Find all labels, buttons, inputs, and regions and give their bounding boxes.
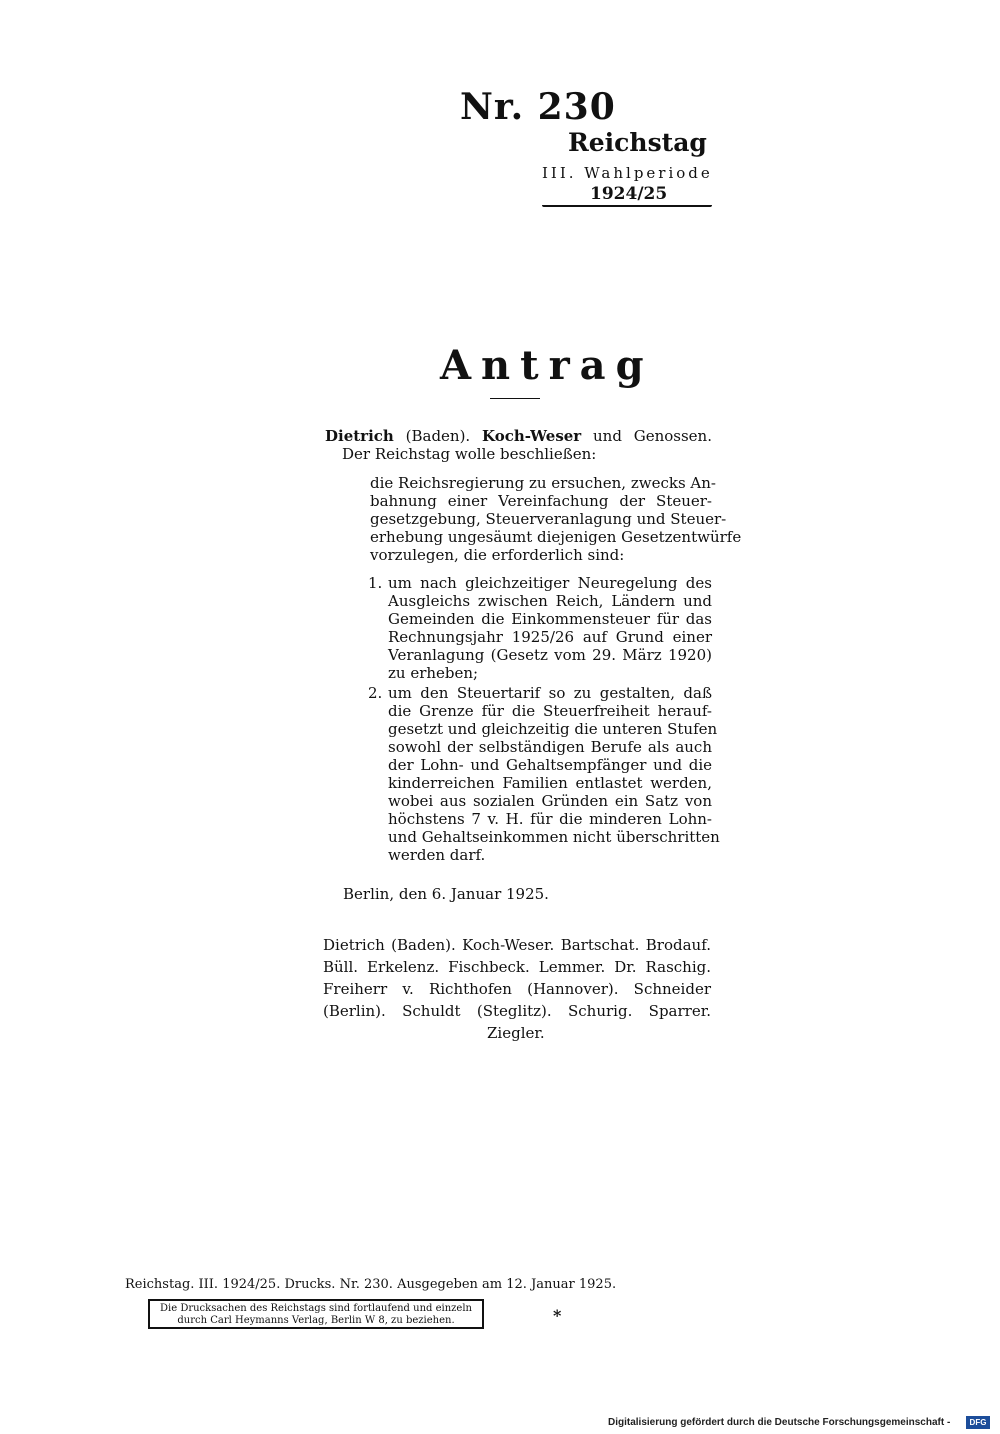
item-1-line: Rechnungsjahr 1925/26 auf Grund einer	[388, 628, 712, 646]
footer-box-line: durch Carl Heymanns Verlag, Berlin W 8, zu beziehen.	[177, 1315, 455, 1326]
body-line: vorzulegen, die erforderlich sind:	[370, 546, 625, 564]
footer-imprint: Reichstag. III. 1924/25. Drucks. Nr. 230. Ausgegeben am 12. Januar 1925.	[125, 1277, 617, 1292]
item-2-line: wobei aus sozialen Gründen ein Satz von	[388, 792, 712, 810]
body-line: erhebung ungesäumt diejenigen Gesetzentwürfe	[370, 528, 742, 546]
item-number-1: 1.	[368, 574, 383, 592]
header-body: Reichstag	[568, 128, 707, 157]
author-name-1: Dietrich	[325, 427, 394, 445]
author-suffix-2: und Genossen.	[593, 427, 712, 445]
item-2-line: um den Steuertarif so zu gestalten, daß	[388, 684, 712, 702]
item-2-line: sowohl der selbständigen Berufe als auch	[388, 738, 712, 756]
footer-box	[148, 1299, 484, 1329]
item-1-line: zu erheben;	[388, 664, 479, 682]
author-suffix-1: (Baden).	[405, 427, 471, 445]
signature-line: (Berlin). Schuldt (Steglitz). Schurig. Sparrer.	[323, 1002, 711, 1020]
item-1-line: Veranlagung (Gesetz vom 29. März 1920)	[388, 646, 712, 664]
body-line: bahnung einer Vereinfachung der Steuer-	[370, 492, 712, 510]
header-rule	[542, 205, 712, 207]
author-name-2: Koch-Weser	[482, 427, 582, 445]
item-2-line: und Gehaltseinkommen nicht überschritten	[388, 828, 720, 846]
item-2-line: gesetzt und gleichzeitig die unteren Stufen	[388, 720, 718, 738]
item-2-line: kinderreichen Familien entlastet werden,	[388, 774, 712, 792]
intro-line: Der Reichstag wolle beschließen:	[342, 445, 597, 463]
item-1-line: um nach gleichzeitiger Neuregelung des	[388, 574, 712, 592]
authors-line	[325, 427, 712, 445]
signature-line: Freiherr v. Richthofen (Hannover). Schneider	[323, 980, 711, 998]
signature-line: Dietrich (Baden). Koch-Weser. Bartschat. Brodauf.	[323, 936, 711, 954]
item-2-line: der Lohn- und Gehaltsempfänger und die	[388, 756, 712, 774]
dfg-logo: DFG	[966, 1416, 990, 1429]
item-1-line: Ausgleichs zwischen Reich, Ländern und	[388, 592, 712, 610]
footer-box-line: Die Drucksachen des Reichstags sind fortlaufend und einzeln	[160, 1303, 472, 1314]
digitization-note: Digitalisierung gefördert durch die Deutsche Forschungsgemeinschaft -	[608, 1417, 951, 1428]
body-line: die Reichsregierung zu ersuchen, zwecks An-	[370, 474, 716, 492]
item-2-line: höchstens 7 v. H. für die minderen Lohn-	[388, 810, 712, 828]
date-line: Berlin, den 6. Januar 1925.	[343, 885, 549, 903]
header-period: III. Wahlperiode	[542, 164, 713, 182]
signature-line: Ziegler.	[487, 1024, 545, 1042]
page-title: Antrag	[440, 342, 654, 389]
body-line: gesetzgebung, Steuerveranlagung und Steuer-	[370, 510, 727, 528]
footer-asterisk: *	[553, 1306, 562, 1325]
signature-line: Büll. Erkelenz. Fischbeck. Lemmer. Dr. Raschig.	[323, 958, 711, 976]
header-years: 1924/25	[590, 184, 668, 204]
item-2-line: die Grenze für die Steuerfreiheit herauf-	[388, 702, 712, 720]
item-2-line: werden darf.	[388, 846, 486, 864]
item-1-line: Gemeinden die Einkommensteuer für das	[388, 610, 712, 628]
title-rule	[490, 398, 540, 399]
document-number: Nr. 230	[460, 86, 616, 128]
item-number-2: 2.	[368, 684, 383, 702]
